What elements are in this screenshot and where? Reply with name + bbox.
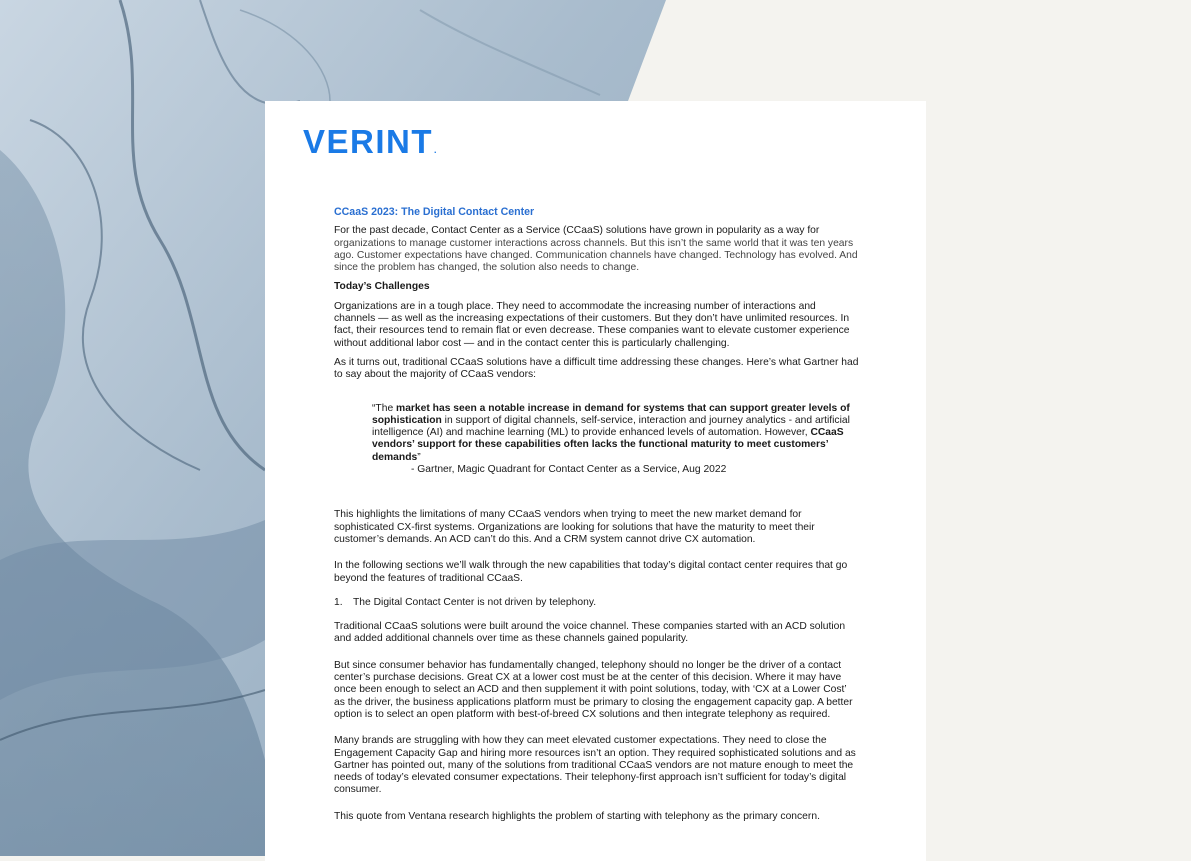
quote-bold-2: CCaaS vendors’ support for these capabilities often lacks the functional maturity to meet customers’ demands	[372, 427, 844, 463]
section-heading-challenges: Today’s Challenges	[334, 281, 430, 293]
quote-bold-1: market has seen a notable increase in demand for systems that can support greater levels of sophistication	[372, 402, 850, 426]
intro-paragraph	[334, 225, 859, 274]
consumer-behavior-paragraph: But since consumer behavior has fundamentally changed, telephony should no longer be the driver of a contact center’s purchase decisions. Great CX at a lower cost must be at the center of this decision. Where it may have once been enough to select an ACD and then supplement it with point solutions, today, with ‘CX at a Lower Cost’ as the driver, the business applications platform must be primary to closing the engagement capacity gap. A better option is to select an open platform with best-of-breed CX solutions and then integrate telephony as required.	[334, 659, 853, 720]
quote-mid: in support of digital channels, self-service, interaction and journey analytics - and artificial intelligence (AI) and machine learning (ML) to provide enhanced levels of automation. However,	[372, 414, 850, 439]
ventana-quote-paragraph: This quote from Ventana research highlights the problem of starting with telephony as the primary concern.	[334, 810, 820, 822]
brands-struggling-paragraph: Many brands are struggling with how they can meet elevated customer expectations. They need to close the Engagement Capacity Gap and hiring more resources isn’t an option. They required sophisticated solutions and as Gartner has pointed out, many of the solutions from traditional CCaaS vendors are not mature enough to meet the needs of today’s elevated consumer expectations. Their telephony-first approach isn’t sufficient for today’s digital consumer.	[334, 735, 856, 796]
limitations-paragraph: This highlights the limitations of many CCaaS vendors when trying to meet the new market demand for sophisticated CX-first systems. Organizations are looking for solutions that have the maturity to meet their customer’s demands. An ACD can’t do this. And a CRM system cannot drive CX automation.	[334, 509, 815, 545]
document-body	[334, 206, 859, 830]
following-sections-paragraph: In the following sections we’ll walk through the new capabilities that today’s digital contact center requires that go beyond the features of traditional CCaaS.	[334, 560, 848, 584]
quote-close: ”	[417, 451, 421, 463]
item-text: The Digital Contact Center is not driven by telephony.	[353, 596, 597, 608]
intro-rest: organizations to manage customer interactions across channels. But this isn’t the same world that it was ten years ago. Customer expectations have changed. Communication channels have changed. Technology has evolved. And since the problem has changed, the solution also needs to change.	[334, 237, 858, 274]
quote-open: “The	[372, 402, 397, 414]
intro-first-line: For the past decade, Contact Center as a Service (CCaaS) solutions have grown in popularity as a way for	[334, 225, 820, 237]
document-title: CCaaS 2023: The Digital Contact Center	[334, 206, 535, 218]
item-number: 1.	[334, 596, 343, 608]
numbered-item-1	[334, 597, 859, 609]
challenges-paragraph-1: Organizations are in a tough place. They need to accommodate the increasing number of interactions and channels — as well as the increasing expectations of their customers. But they don’t have unlimited resources. In fact, their resources tend to remain flat or even decrease. These companies want to elevate customer experience without additional labor cost — and in the contact center this is particularly challenging.	[334, 300, 850, 349]
gartner-quote	[372, 403, 862, 477]
traditional-ccaas-paragraph: Traditional CCaaS solutions were built around the voice channel. These companies started with an ACD solution and added additional channels over time as these channels gained popularity.	[334, 621, 846, 645]
document-page	[265, 101, 926, 861]
challenges-paragraph-2: As it turns out, traditional CCaaS solutions have a difficult time addressing these changes. Here’s what Gartner had to say about the majority of CCaaS vendors:	[334, 356, 859, 381]
quote-attribution: - Gartner, Magic Quadrant for Contact Center as a Service, Aug 2022	[411, 464, 727, 476]
verint-logo: VERINT.	[303, 123, 439, 160]
